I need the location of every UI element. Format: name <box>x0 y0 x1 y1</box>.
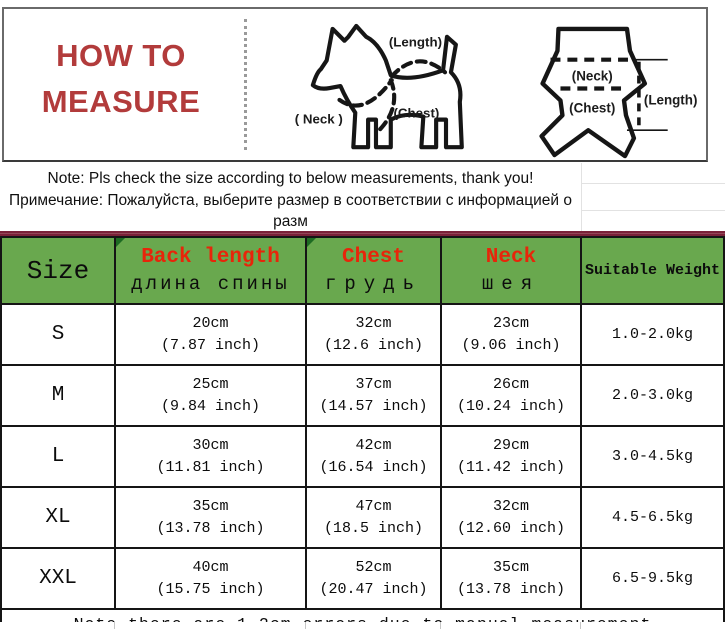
title-line-2: MEASURE <box>41 84 201 119</box>
neck-cell <box>441 304 581 365</box>
gridline <box>580 622 581 629</box>
cm-value: 35cm <box>192 497 229 515</box>
size-cell: S <box>1 304 115 365</box>
weight-cell: 1.0-2.0kg <box>581 304 724 365</box>
dog-measure-diagram-icon <box>284 21 466 164</box>
garment-measure-diagram-icon <box>532 21 717 162</box>
inch-value: (16.54 inch) <box>319 458 428 476</box>
inch-value: (13.78 inch) <box>156 519 265 537</box>
title-line-1: HOW TO <box>56 38 186 73</box>
note-line-en: Note: Pls check the size according to below measurements, thank you! <box>47 170 534 187</box>
cm-value: 30cm <box>192 436 229 454</box>
inch-value: (10.24 inch) <box>456 397 566 415</box>
cm-value: 20cm <box>192 314 229 332</box>
size-cell: M <box>1 365 115 426</box>
cm-value: 37cm <box>355 375 392 393</box>
size-cell: L <box>1 426 115 487</box>
gridline <box>582 210 725 211</box>
dog-length-label: (Length) <box>388 34 443 50</box>
neck-cell <box>441 548 581 609</box>
how-to-measure-title <box>18 33 224 125</box>
table-row-s <box>1 304 724 365</box>
size-cell: XL <box>1 487 115 548</box>
header-size-label: Size <box>26 255 90 286</box>
gridline <box>114 622 115 629</box>
header-back-length <box>115 237 306 304</box>
back-length-cell <box>115 548 306 609</box>
table-row-xl <box>1 487 724 548</box>
header-weight <box>581 237 724 304</box>
cm-value: 32cm <box>355 314 392 332</box>
garment-outline <box>542 29 645 156</box>
header-back-length-en: Back length <box>141 245 280 269</box>
chest-cell <box>306 487 441 548</box>
cm-value: 26cm <box>492 375 529 393</box>
inch-value: (9.84 inch) <box>160 397 261 415</box>
gridline <box>440 622 441 629</box>
gridline <box>305 622 306 629</box>
cutoff-row-strip <box>0 622 725 629</box>
dog-neck-label: ( Neck ) <box>294 111 343 127</box>
inch-value: (11.42 inch) <box>456 458 566 476</box>
gridline <box>582 183 725 184</box>
header-weight-label: Suitable Weight <box>584 262 721 279</box>
table-header-row <box>1 237 724 304</box>
table-row-l <box>1 426 724 487</box>
inch-value: (18.5 inch) <box>323 519 424 537</box>
cm-value: 47cm <box>355 497 392 515</box>
table-row-xxl <box>1 548 724 609</box>
header-back-length-ru: длина спины <box>131 272 290 295</box>
header-chest <box>306 237 441 304</box>
cm-value: 42cm <box>355 436 392 454</box>
size-cell: XXL <box>1 548 115 609</box>
inch-value: (12.60 inch) <box>456 519 566 537</box>
chest-cell <box>306 426 441 487</box>
cm-value: 29cm <box>492 436 529 454</box>
cm-value: 52cm <box>355 558 392 576</box>
note-line-ru-1: Примечание: Пожалуйста, выберите размер в соответствии с информацией о разм <box>8 191 573 230</box>
dog-chest-label: (Chest) <box>393 105 440 121</box>
inch-value: (15.75 inch) <box>156 580 265 598</box>
back-length-cell <box>115 487 306 548</box>
inch-value: (11.81 inch) <box>156 458 265 476</box>
inch-value: (13.78 inch) <box>456 580 566 598</box>
cell-corner-marker-icon <box>307 238 316 247</box>
chest-cell <box>306 365 441 426</box>
header-neck-ru: шея <box>481 272 541 295</box>
weight-cell: 6.5-9.5kg <box>581 548 724 609</box>
cm-value: 25cm <box>192 375 229 393</box>
back-length-cell <box>115 426 306 487</box>
weight-cell: 2.0-3.0kg <box>581 365 724 426</box>
weight-cell: 3.0-4.5kg <box>581 426 724 487</box>
inch-value: (14.57 inch) <box>319 397 428 415</box>
header-neck <box>441 237 581 304</box>
garment-length-label: (Length) <box>643 92 698 108</box>
cm-value: 23cm <box>492 314 529 332</box>
inch-value: (20.47 inch) <box>319 580 428 598</box>
chest-cell <box>306 548 441 609</box>
neck-cell <box>441 487 581 548</box>
cm-value: 40cm <box>192 558 229 576</box>
garment-chest-label: (Chest) <box>569 100 616 116</box>
back-length-cell <box>115 365 306 426</box>
table-row-m <box>1 365 724 426</box>
cm-value: 32cm <box>492 497 529 515</box>
header-neck-en: Neck <box>485 245 537 269</box>
dotted-divider <box>244 19 247 150</box>
weight-cell: 4.5-6.5kg <box>581 487 724 548</box>
header-chest-ru: грудь <box>324 272 422 295</box>
cm-value: 35cm <box>492 558 529 576</box>
neck-cell <box>441 365 581 426</box>
note-block <box>0 164 581 231</box>
size-table <box>0 236 725 629</box>
how-to-measure-section <box>2 7 708 162</box>
inch-value: (12.6 inch) <box>323 336 424 354</box>
back-length-cell <box>115 304 306 365</box>
inch-value: (7.87 inch) <box>160 336 261 354</box>
chest-cell <box>306 304 441 365</box>
header-chest-en: Chest <box>341 245 405 269</box>
note-right-gridarea <box>581 163 725 231</box>
header-size <box>1 237 115 304</box>
inch-value: (9.06 inch) <box>461 336 561 354</box>
cell-corner-marker-icon <box>116 238 125 247</box>
neck-cell <box>441 426 581 487</box>
garment-neck-label: (Neck) <box>571 68 613 84</box>
